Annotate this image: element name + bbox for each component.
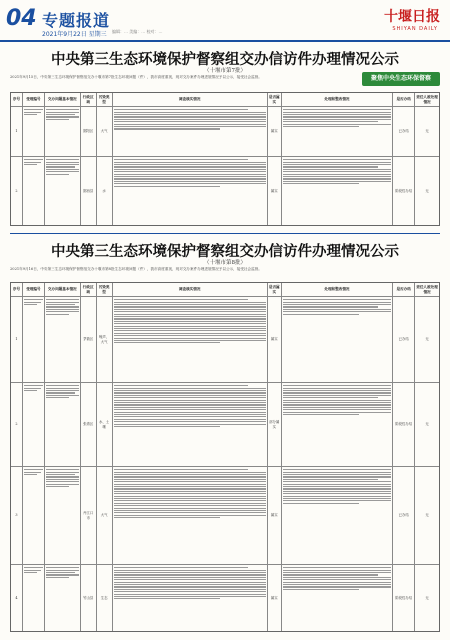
col-header: 处理和整改情况	[282, 93, 393, 106]
notice-1-intro: 2021年9月15日，中央第三生态环境保护督察组交办十堰市第7批生态环境问题（件），我市高度重视，现对交办案件办理进展情况予以公示，接受社会监督。	[10, 75, 262, 79]
verified-cell: 属实	[268, 107, 282, 156]
row-number: 2	[11, 383, 23, 466]
notice-1-table	[10, 92, 440, 226]
rectification-cell	[282, 383, 393, 466]
notice-2-title: 中央第三生态环境保护督察组交办信访件办理情况公示	[51, 243, 399, 260]
investigation-cell	[113, 467, 268, 564]
col-header: 行政区域	[81, 93, 97, 106]
rectification-cell	[282, 297, 393, 382]
row-number: 4	[11, 565, 23, 631]
table-row	[11, 467, 439, 565]
pollution-type-cell: 大气	[97, 467, 113, 564]
topic-badge: 聚焦中央生态环保督察	[362, 72, 440, 86]
notice-2-intro: 2021年9月16日，中央第三生态环境保护督察组交办十堰市第8批生态环境问题（件），我市高度重视，现对交办案件办理进展情况予以公示，接受社会监督。	[10, 267, 262, 271]
issue-date: 2021年9月22日 星期三	[42, 31, 107, 38]
district-cell: 丹江口市	[81, 467, 97, 564]
accountability-cell: 无	[425, 513, 429, 518]
row-number: 1	[11, 297, 23, 382]
table-header-row	[11, 93, 439, 107]
issue-summary-cell	[45, 107, 81, 156]
table-row	[11, 565, 439, 631]
col-header: 是否办结	[393, 283, 415, 296]
col-header: 责任人被处理情况	[416, 285, 438, 294]
investigation-cell	[113, 297, 268, 382]
case-id-cell	[23, 107, 45, 156]
status-cell: 阶段性办结	[393, 383, 415, 466]
issue-summary-cell	[45, 383, 81, 466]
col-header: 序号	[11, 283, 23, 296]
rectification-cell	[282, 157, 393, 225]
pollution-type-cell: 大气	[97, 107, 113, 156]
rectification-cell	[282, 467, 393, 564]
case-id-cell	[23, 157, 45, 225]
col-header: 责任人被处理情况	[416, 95, 438, 104]
district-cell: 竹山县	[81, 565, 97, 631]
table-row	[11, 107, 439, 157]
status-cell: 已办结	[393, 107, 415, 156]
col-header: 序号	[11, 93, 23, 106]
col-header: 交办问题基本情况	[45, 93, 81, 106]
section-divider	[10, 233, 440, 234]
district-cell: 张湾区	[81, 383, 97, 466]
newspaper-logo: 十堰日报	[384, 9, 440, 25]
investigation-cell	[113, 107, 268, 156]
table-row	[11, 297, 439, 383]
issue-summary-cell	[45, 565, 81, 631]
col-header: 受理编号	[23, 93, 45, 106]
col-header: 是否属实	[268, 283, 282, 296]
case-id-cell	[23, 565, 45, 631]
row-number: 3	[11, 467, 23, 564]
verified-cell: 属实	[268, 157, 282, 225]
pollution-type-cell: 噪声、大气	[97, 297, 113, 382]
verified-cell: 部分属实	[268, 383, 282, 466]
issue-summary-cell	[45, 467, 81, 564]
notice-1-batch: （十堰市第7批）	[204, 68, 246, 74]
col-header: 是否属实	[268, 93, 282, 106]
editor-credits: 编辑：… 美编：… 校对：…	[112, 29, 163, 34]
status-cell: 已办结	[393, 297, 415, 382]
col-header: 是否办结	[393, 93, 415, 106]
status-cell: 阶段性办结	[393, 157, 415, 225]
notice-1-title: 中央第三生态环境保护督察组交办信访件办理情况公示	[51, 51, 399, 68]
col-header: 污染类型	[97, 283, 113, 296]
masthead	[0, 0, 450, 42]
verified-cell: 属实	[268, 297, 282, 382]
col-header: 调查核实情况	[113, 93, 268, 106]
case-id-cell	[23, 297, 45, 382]
accountability-cell: 无	[425, 337, 429, 342]
issue-summary-cell	[45, 297, 81, 382]
accountability-cell: 无	[425, 422, 429, 427]
investigation-cell	[113, 565, 268, 631]
case-id-cell	[23, 467, 45, 564]
col-header: 调查核实情况	[113, 283, 268, 296]
district-cell: 郧西县	[81, 157, 97, 225]
case-id-cell	[23, 383, 45, 466]
accountability-cell: 无	[425, 188, 429, 193]
newspaper-logo-sub: SHIYAN DAILY	[392, 26, 438, 32]
investigation-cell	[113, 383, 268, 466]
district-cell: 郧阳区	[81, 107, 97, 156]
section-title: 专题报道	[42, 11, 111, 30]
accountability-cell: 无	[425, 129, 429, 134]
status-cell: 阶段性办结	[393, 565, 415, 631]
col-header: 交办问题基本情况	[45, 283, 81, 296]
issue-summary-cell	[45, 157, 81, 225]
col-header: 处理和整改情况	[282, 283, 393, 296]
accountability-cell: 无	[425, 595, 429, 600]
col-header: 行政区域	[81, 283, 97, 296]
col-header: 污染类型	[97, 93, 113, 106]
pollution-type-cell: 水	[97, 157, 113, 225]
pollution-type-cell: 水、土壤	[97, 383, 113, 466]
notice-2-batch: （十堰市第8批）	[204, 260, 246, 266]
rectification-cell	[282, 107, 393, 156]
table-header-row	[11, 283, 439, 297]
verified-cell: 属实	[268, 467, 282, 564]
pollution-type-cell: 生态	[97, 565, 113, 631]
page-number: 04	[6, 6, 37, 31]
table-row	[11, 383, 439, 467]
row-number: 1	[11, 107, 23, 156]
row-number: 2	[11, 157, 23, 225]
table-row	[11, 157, 439, 225]
rectification-cell	[282, 565, 393, 631]
district-cell: 茅箭区	[81, 297, 97, 382]
investigation-cell	[113, 157, 268, 225]
col-header: 受理编号	[23, 283, 45, 296]
verified-cell: 属实	[268, 565, 282, 631]
status-cell: 已办结	[393, 467, 415, 564]
notice-2-table	[10, 282, 440, 632]
